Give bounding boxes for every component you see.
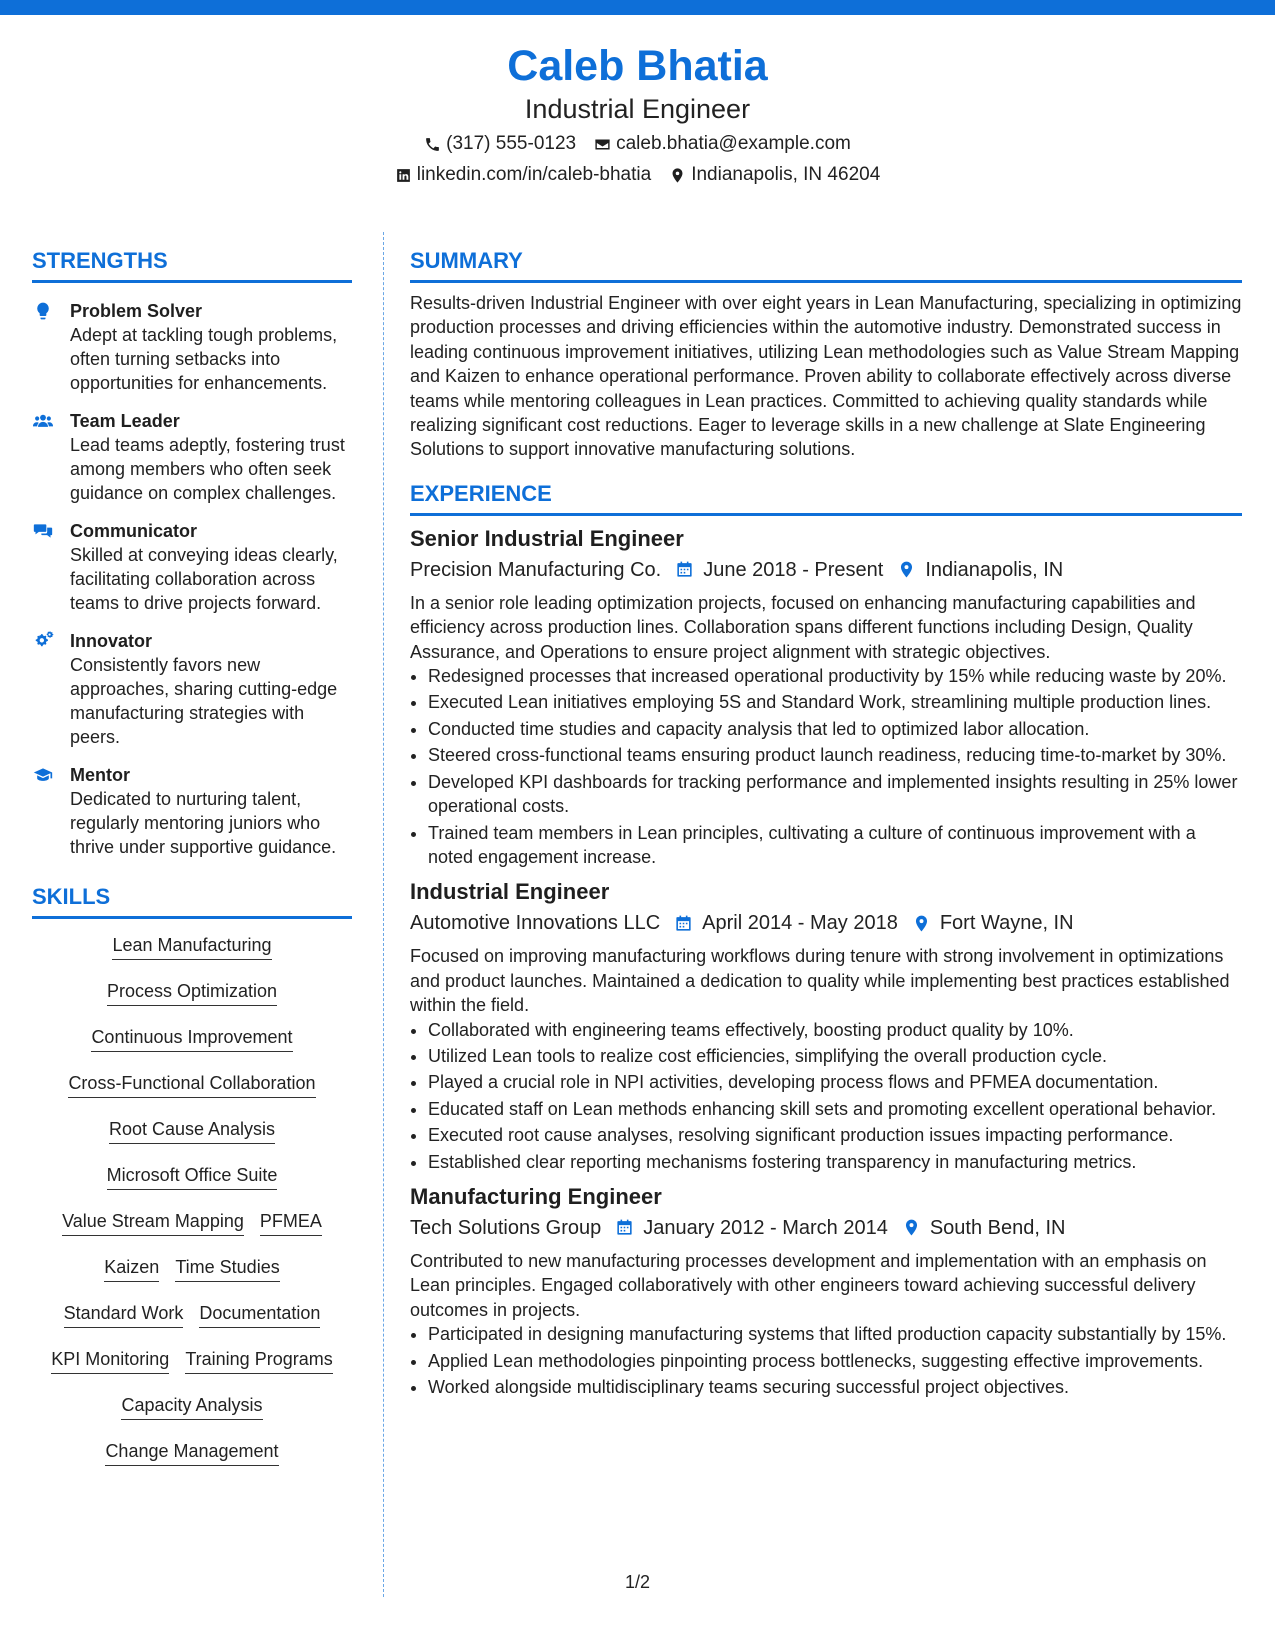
contact-line-1: [0, 131, 1275, 157]
job-location: South Bend, IN: [929, 1216, 1066, 1239]
job-meta: [410, 1213, 1242, 1243]
bullet-item: • Collaborated with engineering teams effectively, boosting product quality by 10%.: [428, 1018, 1242, 1042]
lightbulb-icon: [32, 301, 54, 321]
linkedin-contact[interactable]: [395, 162, 651, 188]
skill-row: [32, 1163, 352, 1190]
job-dates: January 2012 - March 2014: [643, 1216, 888, 1239]
strength-desc: Adept at tackling tough problems, often turning setbacks into opportunities for enhancements.: [70, 325, 338, 393]
bullet-item: • Played a crucial role in NPI activities, developing process flows and PFMEA documentation.: [428, 1070, 1242, 1094]
company-name: Precision Manufacturing Co.: [410, 558, 662, 581]
job-dates: June 2018 - Present: [703, 558, 884, 581]
email-contact[interactable]: [594, 131, 851, 157]
map-pin-icon: [902, 1218, 921, 1237]
skill-tag: Documentation: [199, 1301, 320, 1328]
skill-tag: Kaizen: [104, 1255, 159, 1282]
bullet-item: • Educated staff on Lean methods enhancing skill sets and promoting excellent operational behavior.: [428, 1097, 1242, 1121]
job-description: Focused on improving manufacturing workflows during tenure with strong involvement in optimizations and product launches. Maintained a dedication to quality while implementing best practices established within the field.: [410, 946, 1230, 1016]
job-title: Senior Industrial Engineer: [410, 525, 684, 551]
company-name: Tech Solutions Group: [410, 1216, 602, 1239]
page-number: 1/2: [624, 1572, 651, 1592]
bullet-item: • Redesigned processes that increased operational productivity by 15% while reducing waste by 20%.: [428, 664, 1242, 688]
strength-title: Innovator: [70, 631, 153, 651]
job-location: Indianapolis, IN: [925, 558, 1064, 581]
candidate-title: Industrial Engineer: [524, 94, 751, 124]
job-meta: [410, 555, 1242, 585]
strength-title: Team Leader: [70, 411, 180, 431]
bullet-item: • Conducted time studies and capacity analysis that led to optimized labor allocation.: [428, 717, 1242, 741]
strength-desc: Lead teams adeptly, fostering trust among members who often seek guidance on complex challenges.: [70, 435, 345, 503]
contact-line-2: [0, 162, 1275, 188]
job-meta: [410, 908, 1242, 938]
skill-tag: Change Management: [105, 1439, 278, 1466]
skill-tag: Value Stream Mapping: [62, 1209, 244, 1236]
skill-row: [32, 1255, 352, 1282]
skill-row: [32, 1301, 352, 1328]
bullet-item: • Executed root cause analyses, resolving significant production issues impacting performance.: [428, 1123, 1242, 1147]
bullet-item: • Steered cross-functional teams ensuring product launch readiness, reducing time-to-market by 30%.: [428, 743, 1242, 767]
skill-tag: KPI Monitoring: [51, 1347, 169, 1374]
skill-row: [32, 1209, 352, 1236]
skill-row: [32, 1071, 352, 1098]
map-pin-icon: [897, 560, 916, 579]
resume-header: [0, 40, 1275, 188]
location-contact: [669, 162, 880, 188]
skill-tag: Time Studies: [175, 1255, 279, 1282]
skill-tag: Continuous Improvement: [91, 1025, 292, 1052]
skill-tag: Training Programs: [185, 1347, 332, 1374]
strength-item: [32, 519, 352, 615]
job-bullets: [410, 1322, 1242, 1399]
right-column: [410, 247, 1242, 1401]
envelope-icon: [594, 136, 611, 153]
job-title: Manufacturing Engineer: [410, 1183, 662, 1209]
strength-title: Mentor: [70, 765, 130, 785]
skill-row: [32, 1439, 352, 1466]
phone-text: (317) 555-0123: [446, 133, 577, 154]
graduation-cap-icon: [32, 765, 54, 785]
skills-heading: SKILLS: [32, 883, 352, 919]
strength-desc: Consistently favors new approaches, sharing cutting-edge manufacturing strategies with peers.: [70, 655, 338, 747]
skill-tag: Standard Work: [64, 1301, 184, 1328]
bullet-item: • Developed KPI dashboards for tracking performance and implemented insights resulting in 25% lower operational costs.: [428, 770, 1242, 819]
summary-text: Results-driven Industrial Engineer with over eight years in Lean Manufacturing, specializing in optimizing production processes and driving efficiencies within the automotive industry. Demonstrated success in leading continuous improvement initiatives, utilizing Lean methodologies such as Value Stream Mapping and Kaizen to enhance operational performance. Proven ability to collaborate effectively across diverse teams while mentoring colleagues in Lean practices. Committed to achieving quality standards while realizing significant cost reductions. Eager to leverage skills in a new challenge at Slate Engineering Solutions to support innovative manufacturing solutions.: [410, 293, 1242, 460]
strength-item: [32, 409, 352, 505]
calendar-icon: [674, 914, 693, 933]
email-text[interactable]: caleb.bhatia@example.com: [616, 133, 851, 154]
linkedin-text[interactable]: linkedin.com/in/caleb-bhatia: [416, 164, 652, 185]
strength-item: [32, 629, 352, 749]
skill-row: [32, 1393, 352, 1420]
phone-icon: [424, 136, 441, 153]
map-pin-icon: [669, 167, 686, 184]
phone-contact: [424, 131, 576, 157]
bullet-item: • Applied Lean methodologies pinpointing process bottlenecks, suggesting effective improvements.: [428, 1349, 1242, 1373]
skill-tag: Cross-Functional Collaboration: [68, 1071, 315, 1098]
strength-item: [32, 763, 352, 859]
column-divider: [383, 232, 384, 1597]
chat-icon: [32, 521, 54, 541]
bullet-item: • Executed Lean initiatives employing 5S and Standard Work, streamlining multiple production lines.: [428, 690, 1242, 714]
skill-tag: Process Optimization: [107, 979, 277, 1006]
company-name: Automotive Innovations LLC: [410, 912, 661, 935]
bullet-item: • Worked alongside multidisciplinary teams securing successful project objectives.: [428, 1375, 1242, 1399]
job-entry: [410, 524, 1242, 869]
strength-item: [32, 299, 352, 395]
calendar-icon: [675, 560, 694, 579]
skill-tag: Microsoft Office Suite: [107, 1163, 278, 1190]
top-accent-bar: [0, 0, 1275, 15]
experience-heading: EXPERIENCE: [410, 480, 1242, 516]
users-icon: [32, 411, 54, 431]
skill-row: [32, 1117, 352, 1144]
location-text: Indianapolis, IN 46204: [691, 164, 881, 185]
skills-list: [32, 933, 352, 1466]
left-column: [32, 247, 352, 1485]
skill-tag: PFMEA: [260, 1209, 322, 1236]
linkedin-icon: [395, 167, 412, 184]
job-description: In a senior role leading optimization projects, focused on enhancing manufacturing capabilities and efficiency across production lines. Collaboration spans different functions including Design, Quality Assurance, and Operations to ensure project alignment with strategic objectives.: [410, 592, 1196, 662]
strengths-heading: STRENGTHS: [32, 247, 352, 283]
job-entry: [410, 1182, 1242, 1399]
skill-row: [32, 979, 352, 1006]
calendar-icon: [615, 1218, 634, 1237]
strength-desc: Dedicated to nurturing talent, regularly mentoring juniors who thrive under supportive guidance.: [70, 789, 337, 857]
bullet-item: • Participated in designing manufacturing systems that lifted production capacity substantially by 15%.: [428, 1322, 1242, 1346]
job-bullets: [410, 1018, 1242, 1174]
strength-desc: Skilled at conveying ideas clearly, facilitating collaboration across teams to drive projects forward.: [70, 545, 338, 613]
skill-row: [32, 933, 352, 960]
job-dates: April 2014 - May 2018: [702, 912, 898, 935]
bullet-item: • Established clear reporting mechanisms fostering transparency in manufacturing metrics.: [428, 1150, 1242, 1174]
bullet-item: • Utilized Lean tools to realize cost efficiencies, simplifying the overall production cycle.: [428, 1044, 1242, 1068]
bullet-item: • Trained team members in Lean principles, cultivating a culture of continuous improvement with a noted engagement increase.: [428, 821, 1242, 870]
skill-row: [32, 1025, 352, 1052]
job-entry: [410, 877, 1242, 1174]
job-description: Contributed to new manufacturing processes development and implementation with an emphasis on Lean principles. Engaged collaboratively with other engineers toward achieving successful delivery outcomes in projects.: [410, 1250, 1207, 1320]
skill-tag: Lean Manufacturing: [112, 933, 271, 960]
job-location: Fort Wayne, IN: [939, 912, 1074, 935]
skill-tag: Root Cause Analysis: [109, 1117, 275, 1144]
strength-title: Problem Solver: [70, 301, 203, 321]
map-pin-icon: [912, 914, 931, 933]
job-bullets: [410, 664, 1242, 869]
job-title: Industrial Engineer: [410, 879, 610, 905]
strength-title: Communicator: [70, 521, 198, 541]
skill-tag: Capacity Analysis: [121, 1393, 262, 1420]
summary-heading: SUMMARY: [410, 247, 1242, 283]
gears-icon: [32, 631, 54, 651]
candidate-name: Caleb Bhatia: [507, 42, 768, 90]
skill-row: [32, 1347, 352, 1374]
